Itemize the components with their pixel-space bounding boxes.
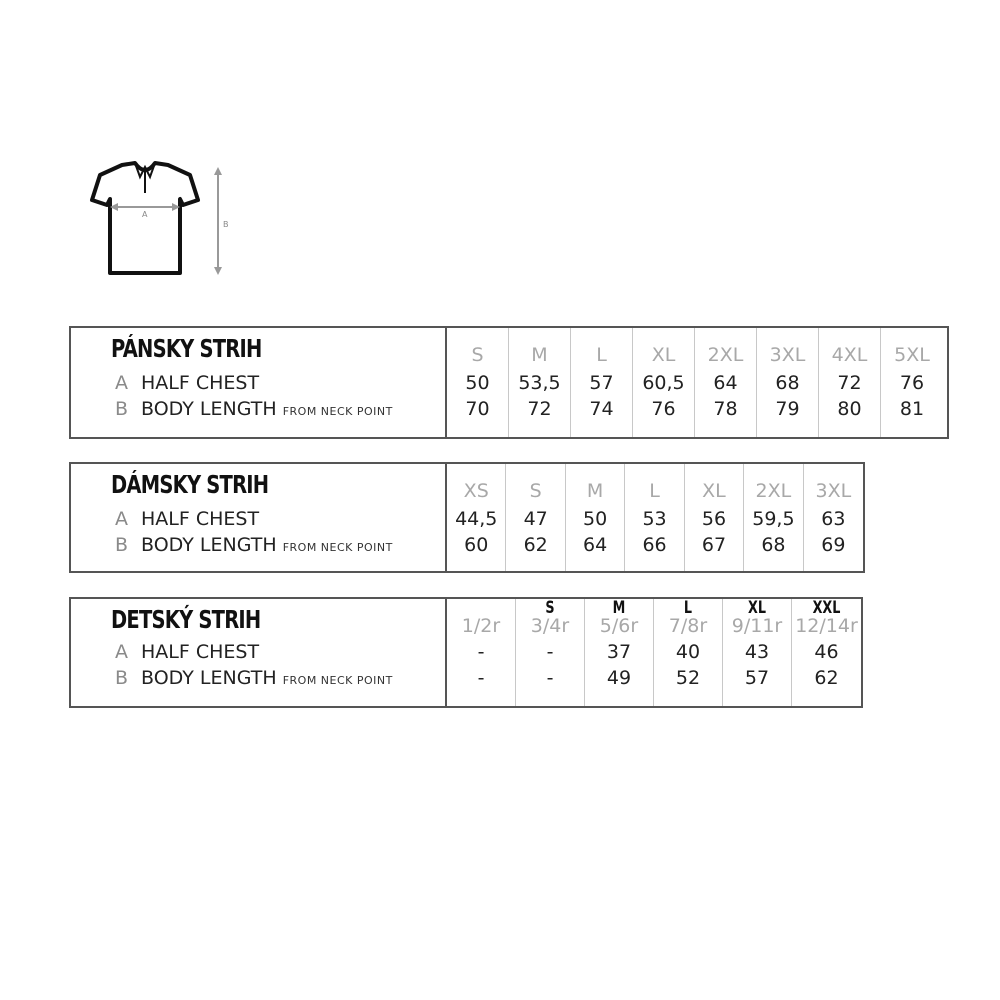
kids-size-columns [447, 599, 861, 706]
size-label: 7/8r [668, 615, 708, 637]
size-label: 3XL [769, 344, 806, 366]
kids-row-body-length [115, 667, 393, 689]
half-chest-value: 53 [642, 508, 667, 530]
kids-row-half-chest [115, 641, 259, 663]
size-label: 9/11r [731, 615, 783, 637]
diagram-label-a: A [142, 210, 148, 219]
body-length-value: 57 [744, 667, 770, 689]
row-name: BODY LENGTH [141, 667, 277, 689]
womens-table-title: DÁMSKY STRIH [111, 470, 269, 499]
half-chest-value: 53,5 [518, 372, 561, 394]
half-chest-value: 68 [775, 372, 800, 394]
kids-table-title: DETSKÝ STRIH [111, 605, 261, 634]
size-label: L [596, 344, 607, 366]
size-column [509, 328, 571, 437]
half-chest-value: 47 [523, 508, 548, 530]
size-column [744, 464, 803, 571]
mens-row-half-chest [115, 372, 259, 394]
size-column [757, 328, 819, 437]
half-chest-value: 76 [899, 372, 925, 394]
size-label: 3XL [815, 480, 852, 502]
size-column [633, 328, 695, 437]
size-label: XS [463, 480, 489, 502]
size-label: 1/2r [461, 615, 501, 637]
body-length-value: 64 [583, 534, 608, 556]
body-length-value: 62 [814, 667, 839, 689]
mens-row-body-length [115, 398, 393, 420]
body-length-value: 49 [606, 667, 632, 689]
womens-size-table [69, 462, 865, 573]
row-note: FROM NECK POINT [282, 674, 393, 687]
size-label: M [531, 344, 548, 366]
row-name: BODY LENGTH [141, 398, 277, 420]
body-length-value: 68 [761, 534, 786, 556]
half-chest-value: 50 [465, 372, 490, 394]
size-column [625, 464, 684, 571]
womens-row-half-chest [115, 508, 259, 530]
size-label: S [529, 480, 542, 502]
row-name: HALF CHEST [141, 372, 260, 394]
half-chest-value: 40 [675, 641, 701, 663]
size-column [516, 599, 585, 706]
size-column [819, 328, 881, 437]
row-note: FROM NECK POINT [282, 405, 393, 418]
mens-size-table [69, 326, 949, 439]
half-chest-value: 63 [821, 508, 846, 530]
letter-size-label: L [683, 598, 693, 618]
size-label: S [471, 344, 484, 366]
half-chest-value: 37 [606, 641, 632, 663]
half-chest-value: 44,5 [455, 508, 498, 530]
half-chest-value: 56 [701, 508, 727, 530]
half-chest-value: 57 [589, 372, 614, 394]
body-length-value: - [546, 667, 554, 689]
size-label: 2XL [707, 344, 744, 366]
row-letter: B [115, 398, 129, 420]
mens-size-columns [447, 328, 947, 437]
size-column [566, 464, 625, 571]
size-column [506, 464, 565, 571]
body-length-value: 81 [899, 398, 925, 420]
row-name: BODY LENGTH [141, 534, 277, 556]
size-column [571, 328, 633, 437]
body-length-value: 76 [651, 398, 676, 420]
body-length-value: 80 [837, 398, 862, 420]
body-length-value: 66 [642, 534, 667, 556]
size-column [723, 599, 792, 706]
body-length-value: 72 [527, 398, 552, 420]
mens-table-title: PÁNSKY STRIH [111, 334, 262, 363]
half-chest-value: 72 [837, 372, 862, 394]
polo-shirt-icon [80, 155, 250, 285]
kids-size-table [69, 597, 863, 708]
body-length-value: 52 [675, 667, 701, 689]
size-label: 2XL [755, 480, 792, 502]
half-chest-value: - [477, 641, 485, 663]
half-chest-value: 46 [814, 641, 839, 663]
size-label: L [649, 480, 660, 502]
body-length-value: 79 [775, 398, 800, 420]
kids-label-block [71, 599, 447, 706]
body-length-value: 78 [713, 398, 738, 420]
body-length-value: 60 [464, 534, 489, 556]
half-chest-value: 50 [583, 508, 608, 530]
size-label: M [586, 480, 604, 502]
letter-size-label: M [612, 598, 626, 618]
size-label: 3/4r [530, 615, 570, 637]
body-length-value: 69 [821, 534, 846, 556]
row-letter: A [115, 508, 128, 530]
size-label: 5/6r [599, 615, 639, 637]
size-label: XL [702, 480, 726, 502]
row-letter: B [115, 534, 129, 556]
row-name: HALF CHEST [141, 641, 260, 663]
size-column [585, 599, 654, 706]
row-letter: A [115, 641, 128, 663]
letter-size-label: XXL [812, 598, 841, 618]
body-length-value: - [477, 667, 485, 689]
size-column [881, 328, 943, 437]
mens-label-block [71, 328, 447, 437]
body-length-value: 62 [523, 534, 548, 556]
half-chest-value: - [546, 641, 554, 663]
size-label: 12/14r [795, 615, 858, 637]
size-label: XL [651, 344, 676, 366]
womens-size-columns [447, 464, 863, 571]
row-letter: B [115, 667, 129, 689]
size-column [447, 464, 506, 571]
polo-shirt-diagram [80, 155, 250, 285]
size-column [685, 464, 744, 571]
size-column [447, 328, 509, 437]
row-name: HALF CHEST [141, 508, 260, 530]
size-column [804, 464, 863, 571]
letter-size-label: XL [748, 598, 766, 618]
row-letter: A [115, 372, 128, 394]
half-chest-value: 64 [713, 372, 738, 394]
size-label: 4XL [831, 344, 868, 366]
letter-size-label: S [545, 598, 555, 618]
body-length-value: 67 [701, 534, 727, 556]
size-column [792, 599, 861, 706]
size-column [447, 599, 516, 706]
womens-row-body-length [115, 534, 393, 556]
size-label: 5XL [894, 344, 930, 366]
row-note: FROM NECK POINT [282, 541, 393, 554]
half-chest-value: 60,5 [642, 372, 685, 394]
size-column [654, 599, 723, 706]
half-chest-value: 43 [744, 641, 770, 663]
diagram-label-b: B [223, 220, 229, 229]
womens-label-block [71, 464, 447, 571]
body-length-value: 70 [465, 398, 490, 420]
half-chest-value: 59,5 [752, 508, 795, 530]
size-column [695, 328, 757, 437]
body-length-value: 74 [589, 398, 614, 420]
